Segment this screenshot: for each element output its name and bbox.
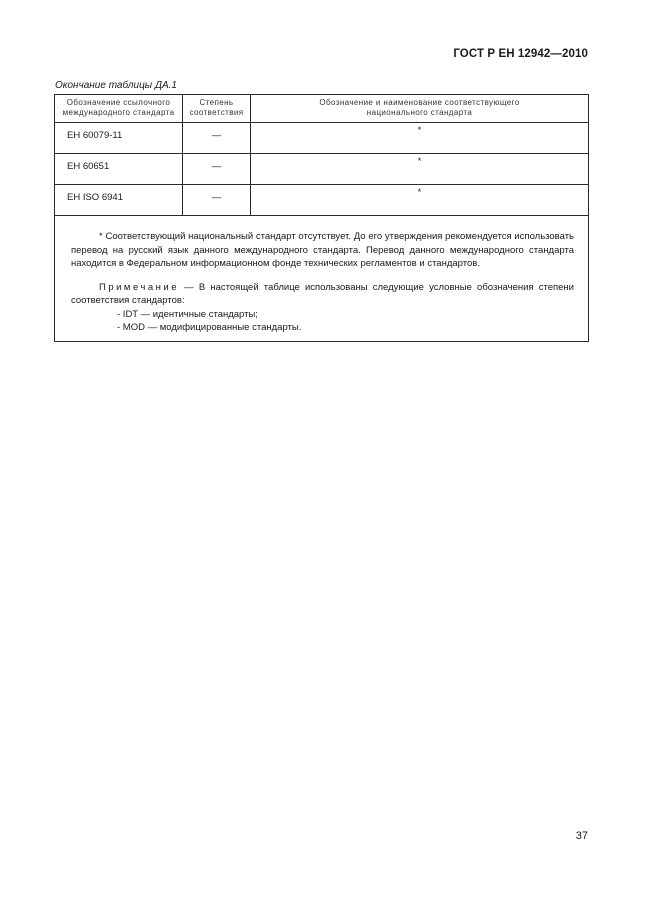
cell-national: * [251,123,589,154]
cell-standard: ЕН ISO 6941 [55,185,183,216]
footnote-text: * Соответствующий национальный стандарт отсутствует. До его утверждения рекомендуется использовать перевод на русский язык данного международного стандарта. Перевод данного международного стандарта находится в Федеральном информационном фонде технических регламентов и стандартов. [71,231,574,269]
list-item: - MOD — модифицированные стандарты. [117,322,302,333]
cell-standard: ЕН 60079-11 [55,123,183,154]
column-header-degree: Степень соответствия [183,95,251,123]
notes-row [55,216,589,342]
notes-cell [55,216,589,342]
table-row [55,154,589,185]
column-header-international-standard: Обозначение ссылочного международного стандарта [55,95,183,123]
column-header-national-standard: Обозначение и наименование соответствующего национального стандарта [251,95,589,123]
note-paragraph [71,281,574,308]
table-row [55,123,589,154]
reference-standards-table [54,94,589,342]
cell-degree: — [183,154,251,185]
list-item: - IDT — идентичные стандарты; [117,308,258,320]
note-text: — В настоящей таблице использованы следующие условные обозначения степени соответствия стандартов: [71,281,574,306]
cell-national: * [251,154,589,185]
note-title: Примечание [99,281,179,293]
cell-national: * [251,185,589,216]
table-header-row [55,95,589,123]
table-caption: Окончание таблицы ДА.1 [55,80,177,91]
document-number: ГОСТ Р ЕН 12942—2010 [453,48,588,60]
cell-degree: — [183,185,251,216]
cell-degree: — [183,123,251,154]
cell-standard: ЕН 60651 [55,154,183,185]
page-number: 37 [575,830,588,842]
table-row [55,185,589,216]
